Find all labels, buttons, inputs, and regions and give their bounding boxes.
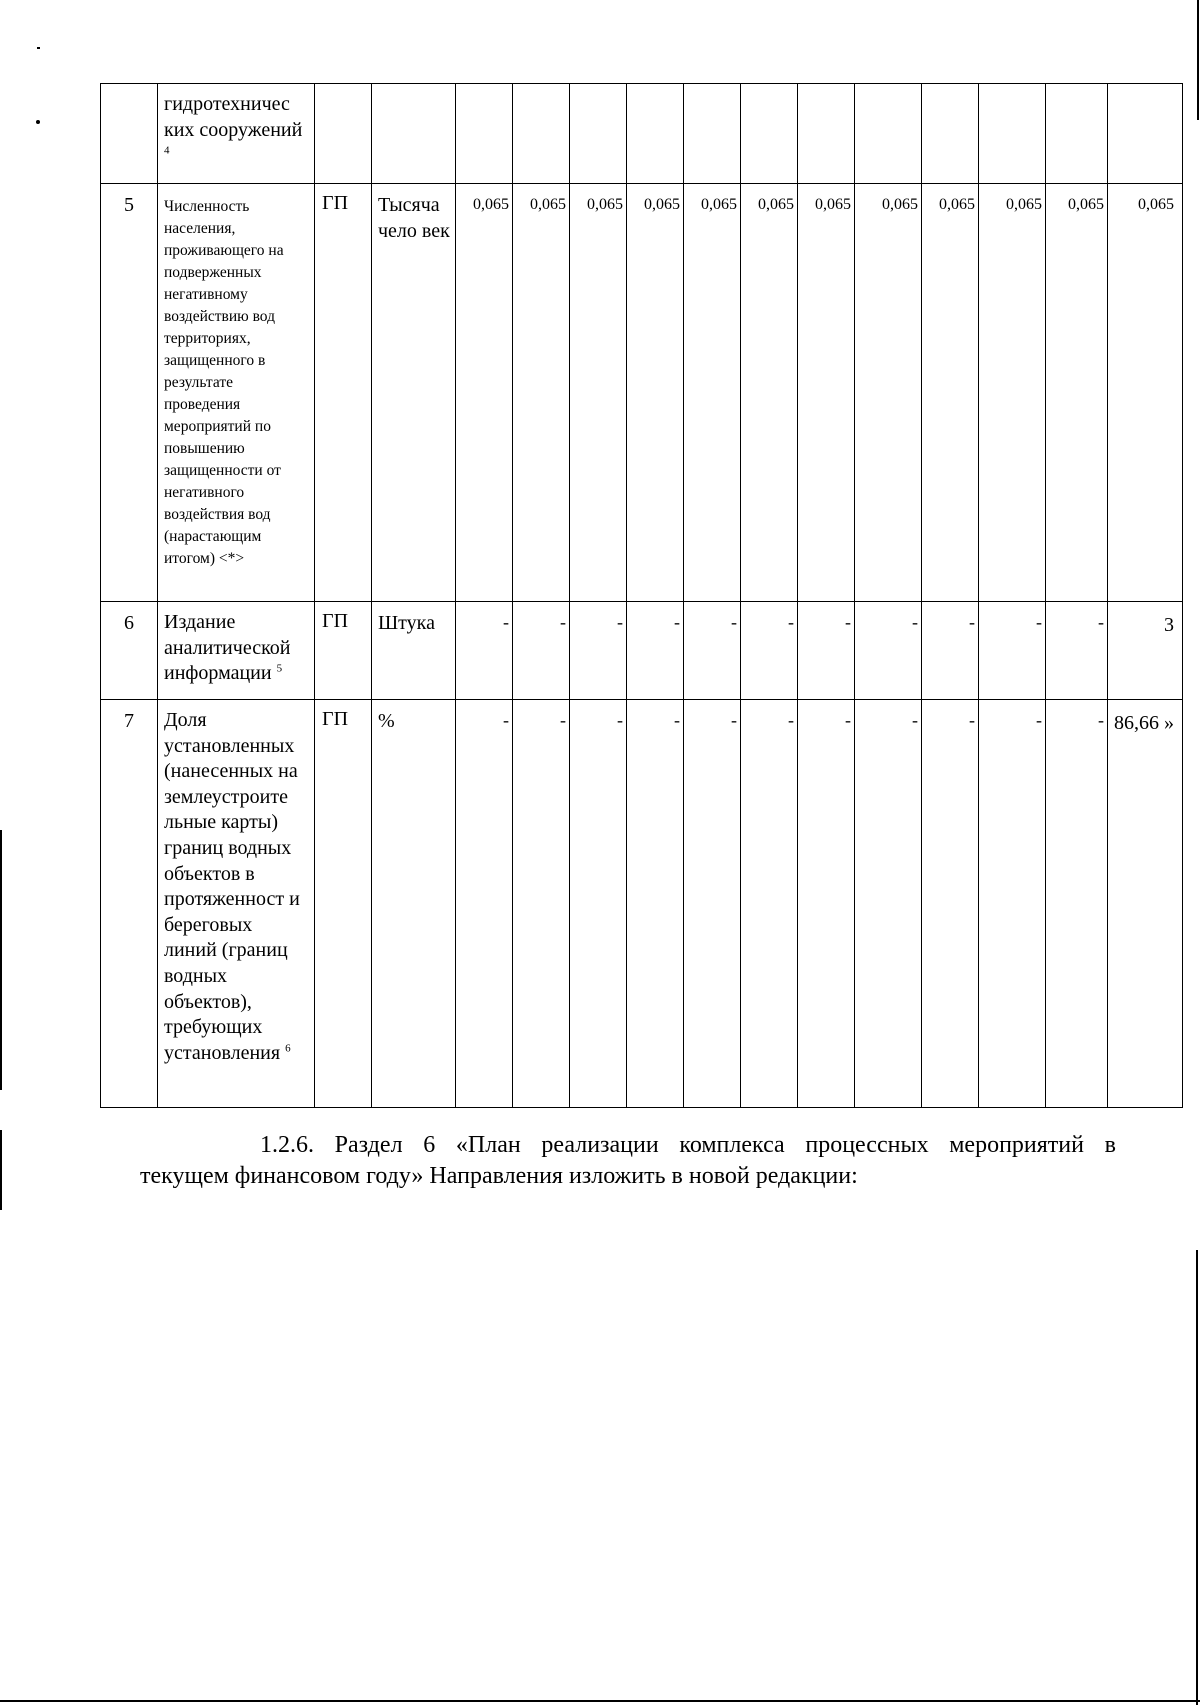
value-cell: - xyxy=(922,700,979,1108)
row-number: 5 xyxy=(101,184,158,602)
value-cell: 0,065 xyxy=(855,184,922,602)
value-cell xyxy=(456,84,513,184)
value-cell: 0,065 xyxy=(570,184,627,602)
value-cell: 0,065 xyxy=(456,184,513,602)
scan-edge-bottom xyxy=(0,1700,1200,1702)
value-cell xyxy=(855,84,922,184)
value-cell xyxy=(979,84,1046,184)
value-cell: - xyxy=(570,602,627,700)
value-cell: - xyxy=(513,700,570,1108)
scan-edge-right-top xyxy=(1197,0,1199,120)
value-cell xyxy=(570,84,627,184)
value-cell: - xyxy=(627,700,684,1108)
unit: Штука xyxy=(372,602,456,700)
value-cell: 0,065 xyxy=(1046,184,1108,602)
scan-mark-dot xyxy=(36,120,40,124)
value-cell: - xyxy=(979,602,1046,700)
responsible: ГП xyxy=(315,602,372,700)
indicator-name: Доля установленных (нанесенных на землеустроите льные карты) границ водных объектов в протяженност и береговых линий (границ водных объектов), требующих установления $^6$ xyxy=(158,700,315,1108)
indicator-name: Издание аналитической информации $^5$ xyxy=(158,602,315,700)
value-cell: - xyxy=(979,700,1046,1108)
value-cell: 0,065 xyxy=(979,184,1046,602)
value-cell xyxy=(1046,84,1108,184)
value-cell: 3 xyxy=(1108,602,1183,700)
value-cell: - xyxy=(741,700,798,1108)
scan-edge-left-2 xyxy=(0,1130,2,1210)
value-cell: - xyxy=(855,602,922,700)
table-row xyxy=(101,84,1183,184)
unit: % xyxy=(372,700,456,1108)
value-cell: 86,66 » xyxy=(1108,700,1183,1108)
footnote-ref: 6 xyxy=(285,1042,291,1055)
value-cell: - xyxy=(513,602,570,700)
value-cell: - xyxy=(456,602,513,700)
value-cell: - xyxy=(570,700,627,1108)
value-cell: 0,065 xyxy=(1108,184,1183,602)
value-cell: - xyxy=(1046,602,1108,700)
value-cell: - xyxy=(456,700,513,1108)
value-cell: - xyxy=(1046,700,1108,1108)
value-cell xyxy=(922,84,979,184)
value-cell: - xyxy=(684,602,741,700)
value-cell xyxy=(1108,84,1183,184)
row-number: 7 xyxy=(101,700,158,1108)
table-row xyxy=(101,184,1183,602)
table-row xyxy=(101,700,1183,1108)
responsible xyxy=(315,84,372,184)
unit: Тысяча чело век xyxy=(372,184,456,602)
footnote-ref: 4 xyxy=(164,144,170,157)
scan-edge-right-bottom xyxy=(1196,1250,1198,1705)
value-cell xyxy=(513,84,570,184)
indicators-table xyxy=(100,83,1183,1108)
value-cell xyxy=(798,84,855,184)
indicator-name: Численность населения, проживающего на подверженных негативному воздействию вод территориях, защищенного в результате проведения мероприятий по повышению защищенности от негативного воздействия вод (нарастающим итогом) <*> xyxy=(158,184,315,602)
value-cell: 0,065 xyxy=(513,184,570,602)
value-cell xyxy=(684,84,741,184)
footnote-ref: 5 xyxy=(276,662,283,675)
indicator-name: гидротехничес ких сооружений $^4$ xyxy=(158,84,315,184)
value-cell: - xyxy=(922,602,979,700)
section-paragraph xyxy=(140,1130,1116,1192)
responsible: ГП xyxy=(315,700,372,1108)
value-cell: - xyxy=(741,602,798,700)
value-cell: - xyxy=(684,700,741,1108)
responsible: ГП xyxy=(315,184,372,602)
value-cell xyxy=(741,84,798,184)
value-cell: - xyxy=(855,700,922,1108)
value-cell: - xyxy=(627,602,684,700)
value-cell: 0,065 xyxy=(741,184,798,602)
value-cell xyxy=(627,84,684,184)
paragraph-line-2: текущем финансовом году» Направления изложить в новой редакции: xyxy=(140,1163,858,1190)
value-cell: 0,065 xyxy=(922,184,979,602)
scan-edge-left xyxy=(0,830,2,1090)
value-cell: - xyxy=(798,700,855,1108)
unit xyxy=(372,84,456,184)
value-cell: 0,065 xyxy=(798,184,855,602)
row-number xyxy=(101,84,158,184)
scan-mark-top xyxy=(37,47,40,49)
value-cell: 0,065 xyxy=(627,184,684,602)
table-row xyxy=(101,602,1183,700)
paragraph-line-1: 1.2.6. Раздел 6 «План реализации комплекса процессных мероприятий в xyxy=(260,1132,1116,1158)
value-cell: 0,065 xyxy=(684,184,741,602)
row-number: 6 xyxy=(101,602,158,700)
value-cell: - xyxy=(798,602,855,700)
